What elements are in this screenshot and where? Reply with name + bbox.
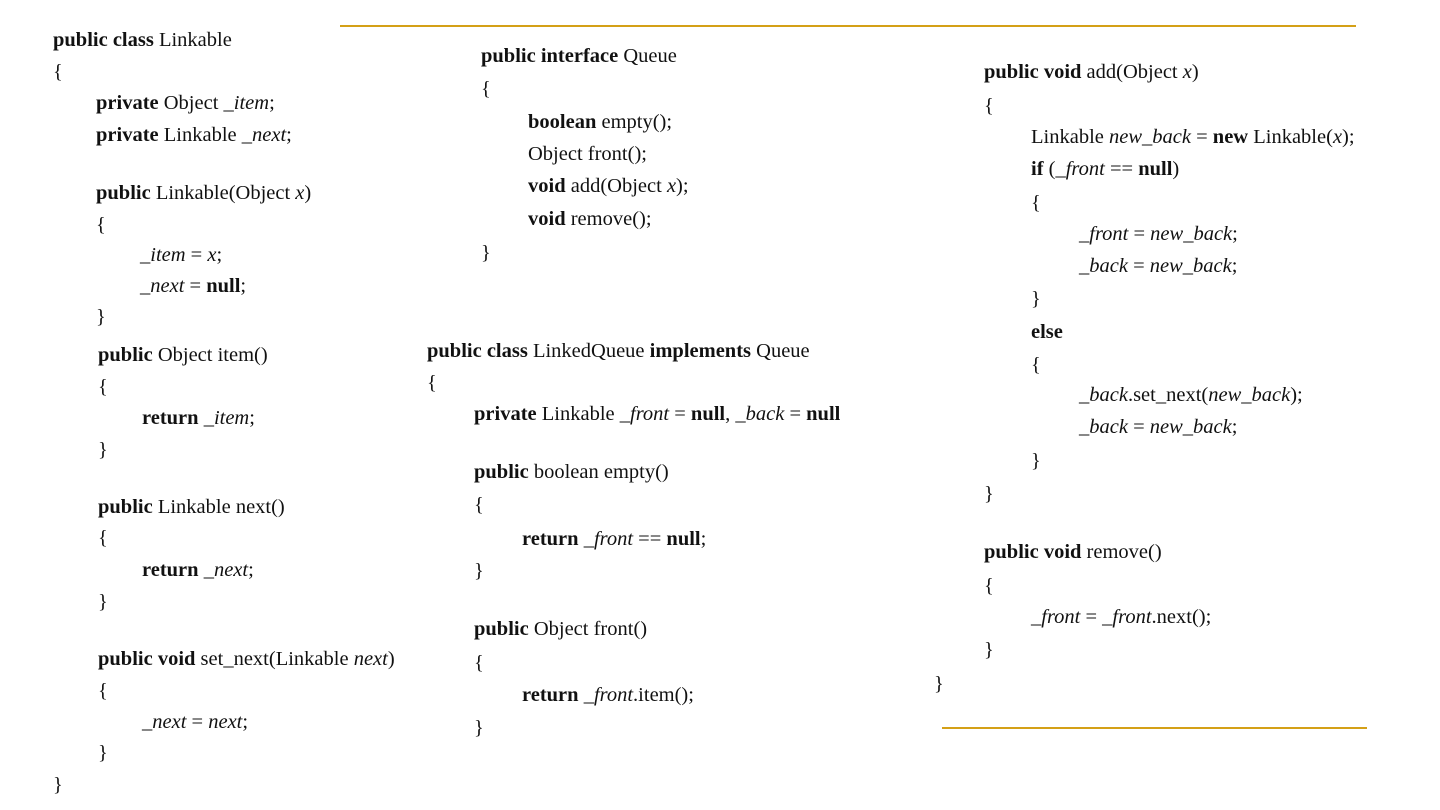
identifier: _next <box>241 124 287 146</box>
code-line <box>481 46 677 67</box>
code-line <box>98 743 108 764</box>
code-line <box>522 685 694 706</box>
code-text: { <box>98 376 108 398</box>
keyword: null <box>1138 158 1173 180</box>
code-line <box>984 484 994 505</box>
code-text: { <box>98 527 108 549</box>
keyword: null <box>806 403 841 425</box>
keyword: implements <box>649 340 752 362</box>
code-line <box>1079 224 1238 245</box>
code-line <box>474 619 647 640</box>
keyword: public <box>474 461 529 483</box>
code-text: = <box>184 275 207 297</box>
code-text: .next(); <box>1151 606 1212 628</box>
keyword: public <box>98 344 153 366</box>
code-line <box>1031 355 1041 376</box>
code-text: ); <box>1342 126 1355 148</box>
code-text: ; <box>700 528 707 550</box>
keyword: public <box>98 496 153 518</box>
code-text: == <box>633 528 667 550</box>
code-text: { <box>481 78 491 100</box>
code-text: remove(); <box>565 208 652 230</box>
code-text: set_next(Linkable <box>195 648 354 670</box>
identifier: next <box>353 648 388 670</box>
code-line <box>522 529 706 550</box>
code-text: = <box>1127 416 1150 438</box>
code-text: { <box>98 680 108 702</box>
code-line <box>528 209 652 230</box>
identifier: _front <box>583 528 634 550</box>
code-text: } <box>1031 450 1041 472</box>
code-line <box>481 243 491 264</box>
code-line <box>1031 322 1063 343</box>
code-text: } <box>96 306 106 328</box>
code-text: ; <box>240 275 247 297</box>
keyword: if <box>1031 158 1044 180</box>
code-text: Object <box>158 92 224 114</box>
code-line <box>1031 159 1179 180</box>
code-text: ) <box>1191 61 1199 83</box>
code-line <box>481 79 491 100</box>
identifier: _back <box>1079 416 1128 438</box>
code-line <box>140 245 222 266</box>
keyword: private <box>96 92 159 114</box>
identifier: _item <box>223 92 270 114</box>
code-text: { <box>984 95 994 117</box>
code-line <box>98 681 108 702</box>
bottom-accent-rule <box>942 727 1367 729</box>
identifier: _front <box>1031 606 1081 628</box>
code-text: = <box>784 403 807 425</box>
identifier: _back <box>1079 384 1128 406</box>
identifier: _front <box>1055 158 1105 180</box>
code-text: == <box>1104 158 1139 180</box>
code-line <box>427 341 810 362</box>
code-line <box>142 712 248 733</box>
code-line <box>1079 417 1237 438</box>
code-text: } <box>481 242 491 264</box>
keyword: null <box>206 275 241 297</box>
identifier: _front <box>583 684 634 706</box>
keyword: public void <box>984 61 1082 83</box>
code-text: boolean empty() <box>528 461 669 483</box>
code-text: { <box>1031 192 1041 214</box>
identifier: new_back <box>1150 223 1233 245</box>
code-text: Queue <box>751 340 810 362</box>
keyword: else <box>1031 321 1063 343</box>
code-text: Object front() <box>528 618 648 640</box>
keyword: private <box>474 403 537 425</box>
code-text: .item(); <box>633 684 694 706</box>
identifier: next <box>208 711 243 733</box>
code-text: add(Object <box>565 175 667 197</box>
code-text: Linkable <box>536 403 620 425</box>
code-text: } <box>53 774 63 796</box>
code-text: Linkable next() <box>152 496 285 518</box>
identifier: x <box>295 182 305 204</box>
keyword: return <box>522 528 579 550</box>
code-text: { <box>474 652 484 674</box>
keyword: public <box>96 182 151 204</box>
code-text: Linkable <box>1031 126 1109 148</box>
code-text: } <box>474 560 484 582</box>
code-text: = <box>1190 126 1213 148</box>
code-text: Linkable <box>158 124 242 146</box>
keyword: void <box>528 208 566 230</box>
code-line <box>984 62 1199 83</box>
code-text: , <box>725 403 736 425</box>
identifier: new_back <box>1208 384 1291 406</box>
code-text: ; <box>1231 416 1238 438</box>
keyword: return <box>522 684 579 706</box>
code-line <box>53 62 63 83</box>
keyword: public void <box>98 648 196 670</box>
code-line <box>96 183 311 204</box>
code-text: } <box>98 742 108 764</box>
code-line <box>1079 256 1237 277</box>
code-text: = <box>185 244 208 266</box>
code-line <box>53 775 63 796</box>
code-text: ) <box>304 182 312 204</box>
code-text: { <box>427 372 437 394</box>
code-line <box>934 674 944 695</box>
code-line <box>98 377 108 398</box>
code-line <box>96 307 106 328</box>
code-line <box>528 176 689 197</box>
identifier: _next <box>142 711 187 733</box>
keyword: return <box>142 559 199 581</box>
code-line <box>142 560 254 581</box>
code-text: } <box>98 591 108 613</box>
code-line <box>474 718 484 739</box>
code-text: .set_next( <box>1127 384 1209 406</box>
code-text: } <box>984 639 994 661</box>
keyword: new <box>1212 126 1249 148</box>
code-text: Queue <box>618 45 677 67</box>
identifier: _front <box>1079 223 1129 245</box>
code-text: } <box>98 439 108 461</box>
code-line <box>98 345 268 366</box>
keyword: public <box>474 618 529 640</box>
code-text: { <box>1031 354 1041 376</box>
code-text: LinkedQueue <box>527 340 650 362</box>
identifier: _back <box>1079 255 1128 277</box>
keyword: return <box>142 407 199 429</box>
code-line <box>1079 385 1303 406</box>
code-line <box>96 93 275 114</box>
code-line <box>984 640 994 661</box>
code-line <box>1031 607 1211 628</box>
code-text: Linkable( <box>1248 126 1333 148</box>
code-line <box>984 576 994 597</box>
top-accent-rule <box>340 25 1356 27</box>
code-text: ; <box>286 124 292 146</box>
identifier: _item <box>140 244 186 266</box>
code-line <box>474 561 484 582</box>
code-line <box>984 542 1162 563</box>
keyword: public class <box>427 340 528 362</box>
identifier: _front <box>619 403 670 425</box>
code-text: ; <box>1231 255 1238 277</box>
keyword: null <box>666 528 701 550</box>
identifier: new_back <box>1109 126 1191 148</box>
code-line <box>96 215 106 236</box>
keyword: public class <box>53 29 154 51</box>
keyword: null <box>690 403 726 425</box>
code-line <box>984 96 994 117</box>
code-line <box>98 440 108 461</box>
code-text: ; <box>269 92 275 114</box>
code-line <box>1031 127 1355 148</box>
code-text: ( <box>1043 158 1056 180</box>
code-line <box>427 373 437 394</box>
code-text: } <box>474 717 484 739</box>
code-line <box>1031 289 1041 310</box>
code-text: ; <box>249 407 255 429</box>
code-line <box>528 144 647 165</box>
identifier: _front <box>1102 606 1152 628</box>
code-text: } <box>1031 288 1041 310</box>
code-text: ; <box>248 559 254 581</box>
code-text: remove() <box>1081 541 1162 563</box>
code-text: Linkable(Object <box>150 182 296 204</box>
keyword: public interface <box>481 45 619 67</box>
code-line <box>140 276 246 297</box>
code-text: ); <box>676 175 689 197</box>
code-text: ; <box>216 244 223 266</box>
code-text: empty(); <box>596 111 673 133</box>
code-line <box>474 404 840 425</box>
identifier: x <box>666 175 677 197</box>
code-line <box>1031 451 1041 472</box>
keyword: boolean <box>528 111 597 133</box>
identifier: _next <box>203 559 249 581</box>
code-text: = <box>186 711 209 733</box>
code-text: = <box>1080 606 1103 628</box>
code-text: ; <box>242 711 249 733</box>
code-text: Object item() <box>152 344 268 366</box>
code-line <box>98 592 108 613</box>
code-line <box>474 653 484 674</box>
code-line <box>96 125 292 146</box>
identifier: new_back <box>1149 255 1232 277</box>
keyword: public void <box>984 541 1082 563</box>
code-line <box>53 30 232 51</box>
keyword: void <box>528 175 566 197</box>
identifier: _back <box>735 403 785 425</box>
code-line <box>98 649 395 670</box>
code-line <box>474 495 484 516</box>
identifier: _item <box>203 407 250 429</box>
keyword: private <box>96 124 159 146</box>
identifier: new_back <box>1149 416 1232 438</box>
code-line <box>98 497 285 518</box>
code-text: ) <box>387 648 395 670</box>
code-text: ) <box>1172 158 1180 180</box>
code-text: = <box>1127 255 1150 277</box>
identifier: x <box>207 244 217 266</box>
code-text: = <box>669 403 691 425</box>
identifier: x <box>1182 61 1192 83</box>
code-text: } <box>984 483 994 505</box>
code-text: Linkable <box>153 29 232 51</box>
code-text: { <box>984 575 994 597</box>
identifier: _next <box>140 275 185 297</box>
code-text: { <box>96 214 106 236</box>
code-line <box>528 112 672 133</box>
code-text: { <box>474 494 484 516</box>
code-text: ; <box>1232 223 1238 245</box>
code-text: { <box>53 61 63 83</box>
code-line <box>142 408 255 429</box>
code-text: } <box>934 673 944 695</box>
code-text: add(Object <box>1081 61 1183 83</box>
code-line <box>98 528 108 549</box>
code-text: Object front(); <box>528 143 647 165</box>
identifier: x <box>1332 126 1343 148</box>
code-line <box>474 462 669 483</box>
code-text: ); <box>1290 384 1303 406</box>
code-text: = <box>1128 223 1151 245</box>
code-line <box>1031 193 1041 214</box>
